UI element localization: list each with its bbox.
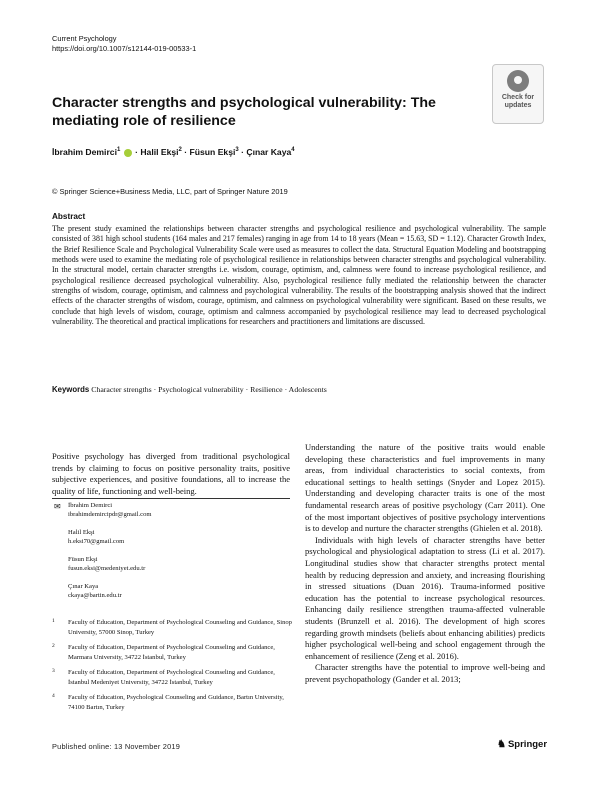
publisher-logo xyxy=(497,739,547,750)
author-affil-sup: 4 xyxy=(291,147,295,154)
contact-email[interactable]: fusun.eksi@medeniyet.edu.tr xyxy=(68,565,146,572)
journal-name: Current Psychology xyxy=(52,34,117,43)
paragraph: Understanding the nature of the positive traits would enable developing these characteristics and fuel improvements in many areas, from individual characteristics to social contexts, from educational settings to health settings (Snyder and Lopez 2015). Understanding and developing character traits is one of the most fundamental research areas of positive psychology (Carr 2011). One of the most important objectives of positive psychology interventions is to develop and nurture the character strengths (Ghielen et al. 2018). xyxy=(305,442,545,534)
footnote-divider xyxy=(52,498,290,499)
orcid-icon[interactable] xyxy=(124,149,132,157)
author-affil-sup: 3 xyxy=(235,147,239,154)
copyright-notice: © Springer Science+Business Media, LLC, part of Springer Nature 2019 xyxy=(52,187,288,196)
journal-header xyxy=(52,34,196,54)
contact-entry xyxy=(52,582,292,600)
contact-name: Çınar Kaya xyxy=(68,583,99,590)
article-title: Character strengths and psychological vulnerability: The mediating role of resilience xyxy=(52,95,436,129)
badge-line-1: Check for xyxy=(501,94,535,101)
contact-email[interactable]: ckaya@bartin.edu.tr xyxy=(68,592,122,599)
author-name[interactable]: İbrahim Demirci xyxy=(52,147,117,157)
affiliation-entry xyxy=(52,643,292,662)
author-name[interactable]: Çınar Kaya xyxy=(246,147,292,157)
author-affil-sup: 2 xyxy=(178,147,182,154)
badge-line-2: updates xyxy=(504,102,532,109)
check-for-updates-badge[interactable] xyxy=(492,64,544,124)
keywords-list: Character strengths · Psychological vulnerability · Resilience · Adolescents xyxy=(91,385,327,394)
affiliation-entry xyxy=(52,618,292,637)
paragraph: Individuals with high levels of character strengths have better psychological and physiological adaptation to stress (Li et al. 2017). Longitudinal studies show that character strengths protect mental health by reducing depression and anxiety, and increasing flourishing in stressed situations (Duan 2016). Trauma-informed positive education has the potential to increase psychological resources. Enhancing daily resilience strengthen trauma-affected vulnerable students (Brunzell et al. 2016). The development of high scores regarding growth mindsets (beliefs about enhancing abilities) predicts higher psychological well-being and school engagement through the enhancement of resilience (Zeng et al. 2016). xyxy=(305,534,545,661)
abstract-heading: Abstract xyxy=(52,212,86,221)
abstract-text: The present study examined the relationships between character strengths and psychological resilience and psychological vulnerability. The sample consisted of 381 high school students (164 males and 217 females) ranging in age from 14 to 18 years (Mean = 15.63, SD = 1.12). Character Growth Index, the Brief Resilience Scale and Psychological Vulnerability Scale were used as measures to collect the data. Structural Equation Modeling and bootstrapping methods were used to examine the mediating role of psychological resilience in relationships between character strengths and psychological vulnerability. In the structural model, certain character strengths i.e. wisdom, courage, optimism, and, calmness were found to increase psychological resilience, and psychological resilience decreased psychological vulnerability. Also, psychological resilience fully mediated the relationship between the character strengths of wisdom, courage, optimism, and calmness and psychological vulnerability. The results of the bootstrapping analysis showed that the indirect effects of the character strengths of wisdom, courage, optimism, and calmness on psychological vulnerability were significant. Based on these results, we conclude that high levels of wisdom, courage, optimism and calmness accompanied by psychological resilience may lead to decreased psychological vulnerability. The theoretical and practical implications for researchers and practitioners and limitations are discussed. xyxy=(52,224,546,327)
affiliation-entry xyxy=(52,693,292,712)
affiliation-number: 4 xyxy=(52,693,55,699)
author-separator: · xyxy=(135,147,141,157)
author-name[interactable]: Füsun Ekşi xyxy=(189,147,236,157)
affiliation-number: 2 xyxy=(52,643,55,649)
contact-list xyxy=(52,501,292,609)
contact-entry xyxy=(52,528,292,546)
affiliation-number: 3 xyxy=(52,668,55,674)
author-affil-sup: 1 xyxy=(116,147,121,154)
paragraph: Character strengths have the potential to improve well-being and prevent psychopathology (Gander et al. 2013; xyxy=(305,662,545,684)
contact-name: Halil Ekşi xyxy=(68,529,95,536)
contact-name: İbrahim Demirci xyxy=(68,502,113,509)
crossmark-icon xyxy=(507,70,529,92)
contact-email[interactable]: ibrahimdemircipdr@gmail.com xyxy=(68,511,152,518)
publisher-name: Springer xyxy=(507,739,548,750)
author-name[interactable]: Halil Ekşi xyxy=(140,147,179,157)
body-column-right xyxy=(305,442,545,685)
contact-name: Füsun Ekşi xyxy=(68,556,98,563)
springer-horse-icon: ♞ xyxy=(497,739,506,750)
doi-link[interactable]: https://doi.org/10.1007/s12144-019-00533-1 xyxy=(52,44,197,53)
affiliation-text: Faculty of Education, Psychological Counseling and Guidance, Bartın University, 74100 Bartın, Turkey xyxy=(68,694,284,711)
author-separator: · xyxy=(241,147,247,157)
envelope-icon: ✉ xyxy=(54,502,61,511)
affiliation-number: 1 xyxy=(52,618,55,624)
body-column-left: Positive psychology has diverged from traditional psychological trends by claiming to focus on positive personality traits, positive subjective experiences, and positive foundations, all to increase the quality of life, functioning and well-being. xyxy=(52,451,290,496)
author-separator: · xyxy=(184,147,190,157)
contact-entry xyxy=(52,501,292,519)
affiliation-list xyxy=(52,618,292,718)
keywords-label: Keywords xyxy=(52,385,90,394)
contact-entry xyxy=(52,555,292,573)
affiliation-entry xyxy=(52,668,292,687)
affiliation-text: Faculty of Education, Department of Psychological Counseling and Guidance, Marmara University, 34722 İstanbul, Turkey xyxy=(68,644,275,661)
published-online-date: Published online: 13 November 2019 xyxy=(52,742,181,751)
keywords xyxy=(52,385,546,394)
contact-email[interactable]: h.eksi70@gmail.com xyxy=(68,538,125,545)
affiliation-text: Faculty of Education, Department of Psychological Counseling and Guidance, İstanbul Medeniyet University, 34722 İstanbul, Turkey xyxy=(68,669,275,686)
affiliation-text: Faculty of Education, Department of Psychological Counseling and Guidance, Sinop University, 57000 Sinop, Turkey xyxy=(68,619,292,636)
author-list xyxy=(52,147,295,157)
